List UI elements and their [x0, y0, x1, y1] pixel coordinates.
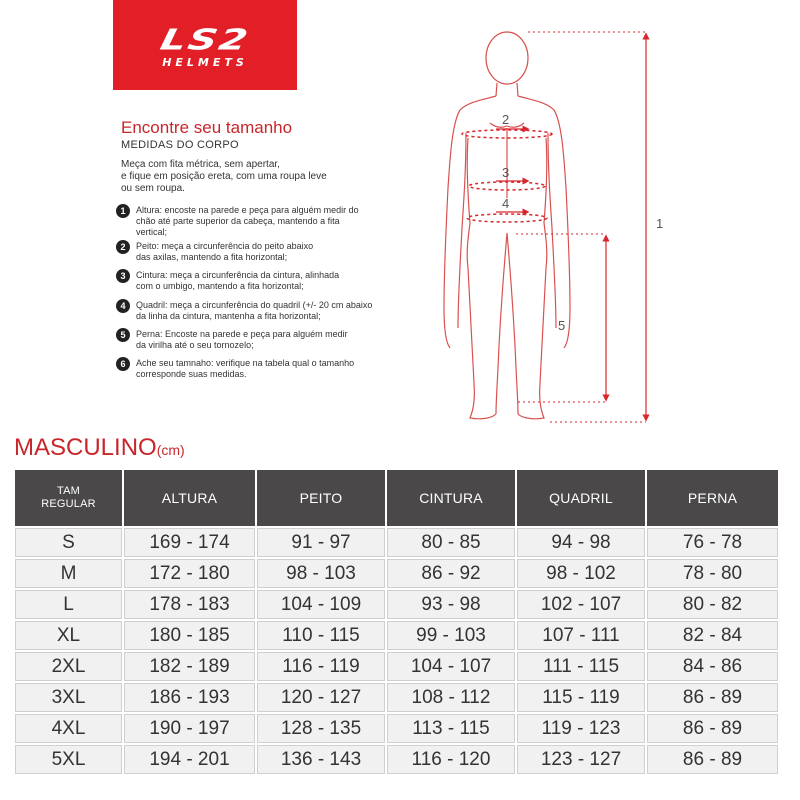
cell-waist: 108 - 112: [387, 683, 515, 712]
table-unit: (cm): [156, 442, 185, 458]
table-row: [15, 590, 778, 619]
table-row: [15, 652, 778, 681]
cell-chest: 91 - 97: [257, 528, 385, 557]
step-text: Perna: Encoste na parede e peça para alguém medir da virilha até o seu tornozelo;: [136, 329, 348, 350]
step-number-badge: 4: [116, 299, 130, 313]
table-title: [14, 434, 185, 464]
table-title-text: MASCULINO: [14, 434, 157, 461]
guide-subheading: MEDIDAS DO CORPO: [121, 139, 239, 151]
cell-height: 190 - 197: [124, 714, 255, 743]
ls2-logo: [113, 0, 297, 90]
cell-hip: 102 - 107: [517, 590, 645, 619]
table-row: [15, 621, 778, 650]
cell-chest: 120 - 127: [257, 683, 385, 712]
cell-chest: 128 - 135: [257, 714, 385, 743]
cell-height: 182 - 189: [124, 652, 255, 681]
cell-hip: 115 - 119: [517, 683, 645, 712]
logo-subtitle: HELMETS: [162, 56, 248, 69]
cell-hip: 98 - 102: [517, 559, 645, 588]
cell-height: 180 - 185: [124, 621, 255, 650]
header-height: ALTURA: [124, 470, 255, 526]
cell-height: 169 - 174: [124, 528, 255, 557]
cell-height: 178 - 183: [124, 590, 255, 619]
header-leg: PERNA: [647, 470, 778, 526]
cell-waist: 104 - 107: [387, 652, 515, 681]
cell-leg: 82 - 84: [647, 621, 778, 650]
step-text: Ache seu tamnaho: verifique na tabela qual o tamanho corresponde suas medidas.: [136, 358, 355, 379]
cell-size: 3XL: [15, 683, 122, 712]
header-waist: CINTURA: [387, 470, 515, 526]
table-row: [15, 559, 778, 588]
guide-heading: Encontre seu tamanho: [121, 118, 293, 137]
step-number-badge: 5: [116, 328, 130, 342]
header-hip: QUADRIL: [517, 470, 645, 526]
label-waist: 3: [502, 165, 510, 180]
step-number-badge: 1: [116, 204, 130, 218]
cell-waist: 116 - 120: [387, 745, 515, 774]
cell-size: 4XL: [15, 714, 122, 743]
cell-height: 172 - 180: [124, 559, 255, 588]
label-height: 1: [656, 216, 664, 231]
size-table-body: [15, 528, 778, 774]
table-header-row: [15, 470, 778, 526]
header-chest: PEITO: [257, 470, 385, 526]
cell-leg: 76 - 78: [647, 528, 778, 557]
size-table: [13, 468, 780, 776]
logo-wordmark: LS2: [157, 23, 253, 57]
cell-leg: 86 - 89: [647, 683, 778, 712]
cell-chest: 104 - 109: [257, 590, 385, 619]
step-text: Peito: meça a circunferência do peito abaixo das axilas, mantendo a fita horizontal;: [136, 241, 314, 262]
cell-size: 2XL: [15, 652, 122, 681]
cell-leg: 80 - 82: [647, 590, 778, 619]
cell-waist: 113 - 115: [387, 714, 515, 743]
cell-hip: 119 - 123: [517, 714, 645, 743]
cell-size: XL: [15, 621, 122, 650]
cell-leg: 78 - 80: [647, 559, 778, 588]
cell-chest: 110 - 115: [257, 621, 385, 650]
body-outline-illustration: [430, 28, 680, 428]
guide-intro: Meça com fita métrica, sem apertar, e fique em posição ereta, com uma roupa leve ou sem roupa.: [121, 159, 327, 194]
cell-size: S: [15, 528, 122, 557]
cell-chest: 98 - 103: [257, 559, 385, 588]
cell-waist: 80 - 85: [387, 528, 515, 557]
cell-size: L: [15, 590, 122, 619]
step-number-badge: 2: [116, 240, 130, 254]
step-text: Altura: encoste na parede e peça para alguém medir do chão até parte superior da cabeça, mantendo a fita vertical;: [136, 205, 359, 237]
step-number-badge: 6: [116, 357, 130, 371]
cell-size: 5XL: [15, 745, 122, 774]
cell-hip: 111 - 115: [517, 652, 645, 681]
table-row: [15, 683, 778, 712]
step-text: Cintura: meça a circunferência da cintura, alinhada com o umbigo, mantendo a fita horizontal;: [136, 270, 340, 291]
table-row: [15, 528, 778, 557]
human-silhouette: [444, 32, 570, 419]
cell-hip: 107 - 111: [517, 621, 645, 650]
cell-height: 186 - 193: [124, 683, 255, 712]
label-hip: 4: [502, 196, 510, 211]
cell-chest: 136 - 143: [257, 745, 385, 774]
cell-waist: 86 - 92: [387, 559, 515, 588]
cell-height: 194 - 201: [124, 745, 255, 774]
cell-leg: 86 - 89: [647, 745, 778, 774]
cell-waist: 93 - 98: [387, 590, 515, 619]
label-leg: 5: [558, 318, 566, 333]
cell-waist: 99 - 103: [387, 621, 515, 650]
label-chest: 2: [502, 112, 510, 127]
cell-size: M: [15, 559, 122, 588]
cell-leg: 86 - 89: [647, 714, 778, 743]
cell-hip: 123 - 127: [517, 745, 645, 774]
measurement-arrows: [496, 32, 646, 422]
cell-leg: 84 - 86: [647, 652, 778, 681]
cell-hip: 94 - 98: [517, 528, 645, 557]
body-measurement-figure: [430, 28, 680, 428]
table-row: [15, 714, 778, 743]
step-text: Quadril: meça a circunferência do quadril (+/- 20 cm abaixo da linha da cintura, mantenha a fita horizontal;: [136, 300, 373, 321]
step-number-badge: 3: [116, 269, 130, 283]
cell-chest: 116 - 119: [257, 652, 385, 681]
header-size: TAM REGULAR: [15, 470, 122, 526]
table-row: [15, 745, 778, 774]
